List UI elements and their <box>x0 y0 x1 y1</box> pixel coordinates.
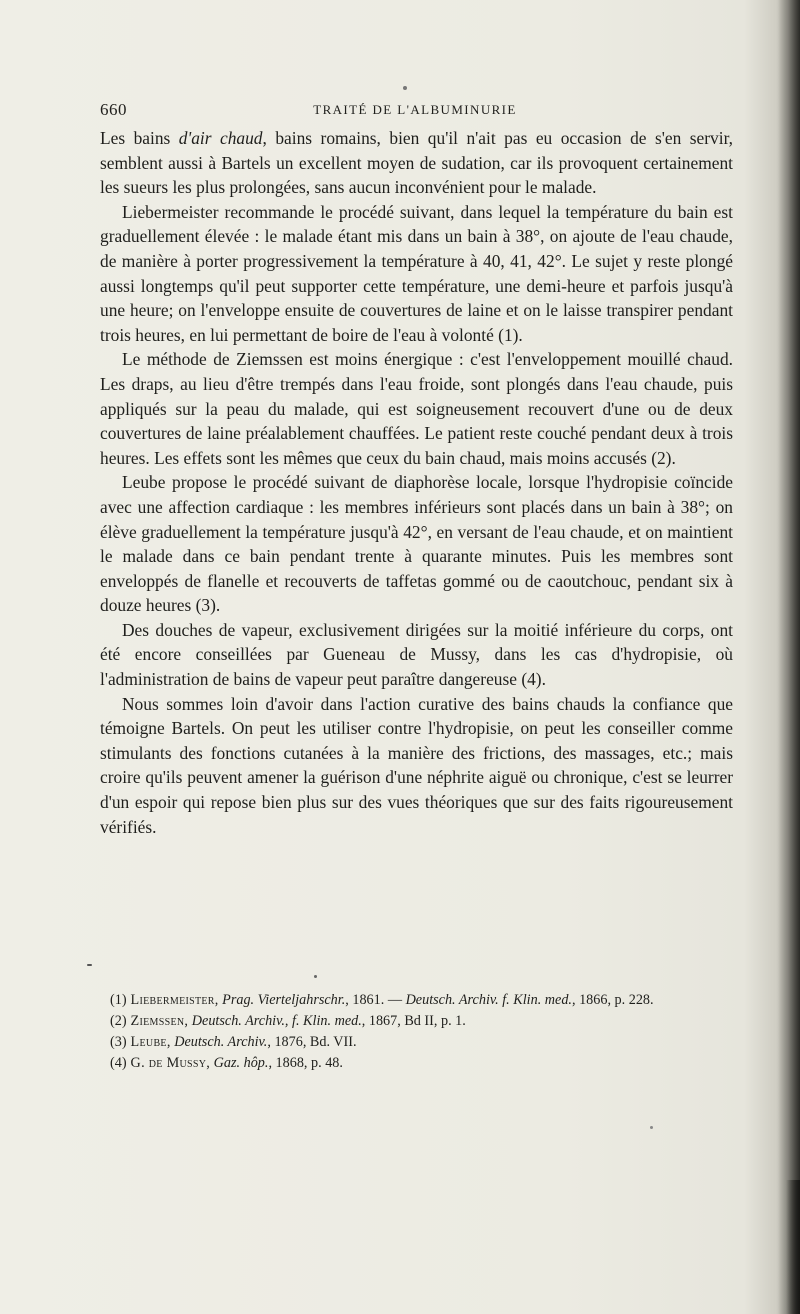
journal-title: Gaz. hôp. <box>213 1055 269 1071</box>
footnote <box>100 1011 740 1032</box>
footnote-reference <box>210 1055 343 1071</box>
paragraph-text: Nous sommes loin d'avoir dans l'action curative des bains chauds la confiance que témoigne Bartels. On peut les utiliser contre l'hydropisie, on peut les conseiller comme stimulants des fonctions cutanées à la manière des frictions, des massages, etc.; mais croire qu'ils peuvent amener la guérison d'une néphrite aiguë ou chronique, c'est se leurrer d'un espoir qui repose bien plus sur des vues théoriques que sur des faits rigoureusement vérifiés. <box>100 693 733 837</box>
footnote-reference <box>219 992 654 1008</box>
paragraph <box>100 200 733 348</box>
footnote-number: (2) <box>110 1013 127 1029</box>
body-text <box>100 126 733 839</box>
paragraph-text: Les bains <box>100 128 179 148</box>
footnote <box>100 1053 740 1074</box>
journal-title: Deutsch. Archiv. f. Klin. med. <box>405 992 572 1008</box>
page-number: 660 <box>100 100 127 119</box>
paragraph-text: Le méthode de Ziemssen est moins énergique : c'est l'enveloppement mouillé chaud. Les draps, au lieu d'être trempés dans l'eau froide, sont plongés dans l'eau chaude, puis appliqués sur la peau du malade, qui est soigneusement recouvert d'une ou de deux couvertures de laine préalablement chauffées. Le patient reste couché pendant deux à trois heures. Les effets sont les mêmes que ceux du bain chaud, mais moins accusés (2). <box>100 349 733 468</box>
reference-detail: , 1867, Bd II, p. 1. <box>361 1013 466 1029</box>
reference-detail: , 1866, p. 228. <box>571 992 654 1008</box>
paragraph <box>100 470 733 618</box>
footnote-author: Leube, <box>130 1034 171 1050</box>
footnotes <box>100 990 740 1074</box>
journal-title: Prag. Vierteljahrschr. <box>222 992 346 1008</box>
footnote-author: Liebermeister, <box>130 992 219 1008</box>
page-binding-shadow <box>778 0 800 1314</box>
journal-title: Deutsch. Archiv., f. Klin. med. <box>191 1013 362 1029</box>
paragraph <box>100 347 733 470</box>
page-header <box>100 100 730 122</box>
paragraph-text: Liebermeister recommande le procédé suivant, dans lequel la température du bain est graduellement élevée : le malade étant mis dans un bain à 38°, on ajoute de l'eau chaude, de manière à porter progressivement la température à 40, 41, 42°. Le sujet y reste plongé aussi longtemps qu'il peut supporter cette température, une demi-heure et parfois jusqu'à une heure; on l'enveloppe ensuite de couvertures de laine et on le laisse transpirer pendant trois heures, en lui permettant de boire de l'eau à volonté (1). <box>100 201 733 345</box>
journal-title: Deutsch. Archiv. <box>174 1034 268 1050</box>
ink-speck <box>650 1126 653 1129</box>
paragraph <box>100 126 733 200</box>
footnote-reference <box>171 1034 357 1050</box>
footnote-number: (4) <box>110 1055 127 1071</box>
paragraph-text: Des douches de vapeur, exclusivement dirigées sur la moitié inférieure du corps, ont été encore conseillées par Gueneau de Mussy, dans les cas d'hydropisie, où l'administration de bains de vapeur peut paraître dangereuse (4). <box>100 619 733 690</box>
footnote-number: (1) <box>110 992 127 1008</box>
footnote-reference <box>188 1013 466 1029</box>
footnote-author: Ziemssen, <box>130 1013 189 1029</box>
ink-speck <box>403 86 407 90</box>
footnote <box>100 1032 740 1053</box>
paragraph <box>100 618 733 692</box>
reference-detail: , 1861. — <box>345 992 406 1008</box>
reference-detail: , 1876, Bd. VII. <box>267 1034 357 1050</box>
footnote-author: G. de Mussy, <box>130 1055 211 1071</box>
ink-speck <box>314 975 317 978</box>
italic-text: d'air chaud <box>178 128 263 148</box>
page-edge-dark <box>786 1180 800 1314</box>
paragraph-text: , bains romains, bien qu'il n'ait pas eu occasion de s'en servir, semblent aussi à Bartels un excellent moyen de sudation, car ils provoquent certainement les sueurs les plus prolongées, sans aucun inconvénient pour le malade. <box>100 128 734 198</box>
paragraph-text: Leube propose le procédé suivant de diaphorèse locale, lorsque l'hydropisie coïncide avec une affection cardiaque : les membres inférieurs sont placés dans un bain à 38°; on élève graduellement la température jusqu'à 42°, en versant de l'eau chaude, et on maintient le malade dans ce bain pendant trente à quarante minutes. Puis les membres sont enveloppés de flanelle et recouverts de taffetas gommé ou de caoutchouc, pendant six à douze heures (3). <box>100 472 733 616</box>
reference-detail: , 1868, p. 48. <box>268 1055 343 1071</box>
footnote <box>100 990 740 1011</box>
footnote-number: (3) <box>110 1034 127 1050</box>
ink-speck <box>87 964 92 966</box>
paragraph <box>100 692 733 840</box>
running-title: TRAITÉ DE L'ALBUMINURIE <box>313 102 517 117</box>
